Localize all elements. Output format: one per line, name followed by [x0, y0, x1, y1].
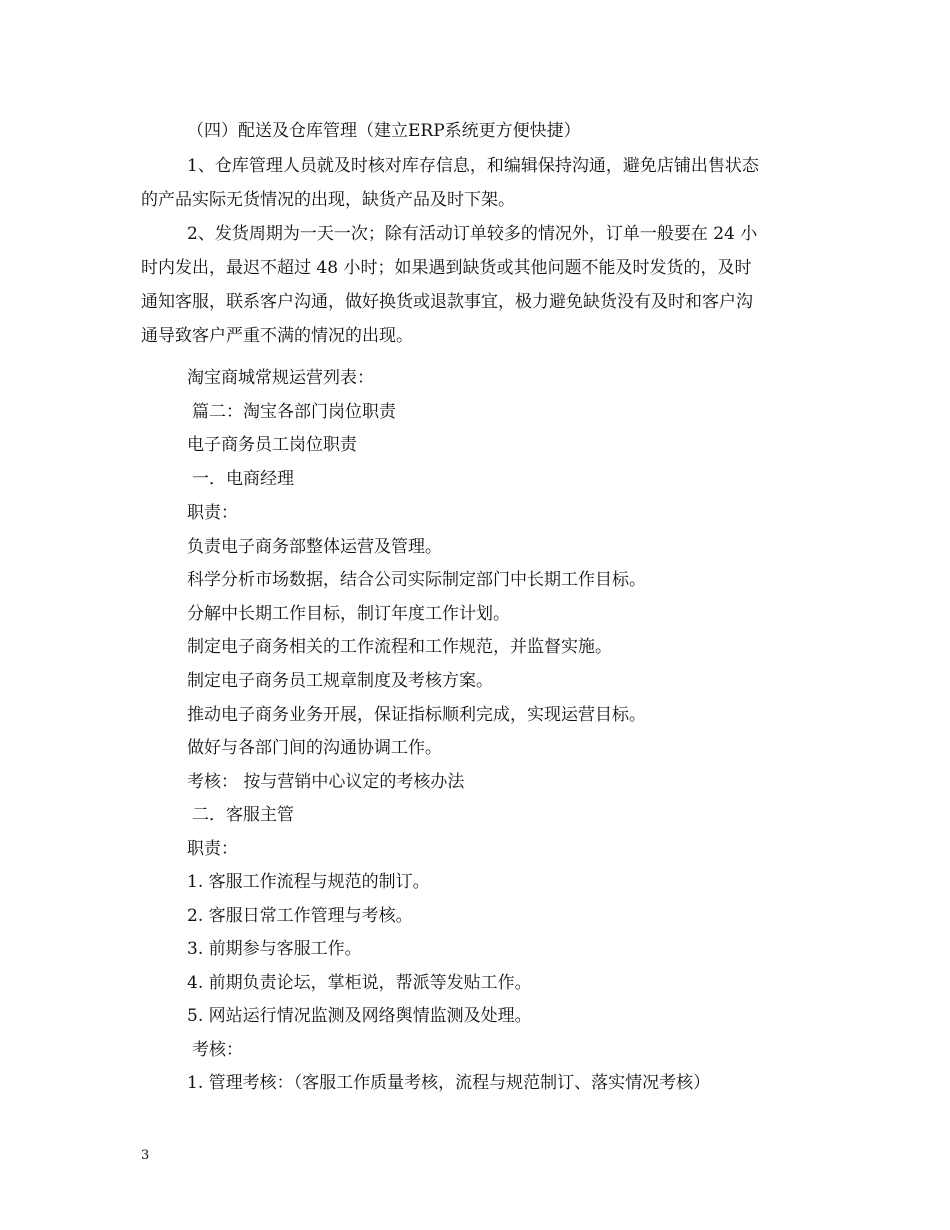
paragraph-line: 通导致客户严重不满的情况的出现。 — [141, 326, 413, 346]
role-heading-ecommerce-manager: 一．电商经理 — [192, 469, 294, 489]
duty-item: 推动电子商务业务开展，保证指标顺利完成，实现运营目标。 — [187, 705, 646, 725]
duty-item: 制定电子商务相关的工作流程和工作规范，并监督实施。 — [187, 637, 612, 657]
duty-item: 做好与各部门间的沟通协调工作。 — [187, 738, 442, 758]
paragraph-line: 时内发出，最迟不超过 48 小时；如果遇到缺货或其他问题不能及时发货的，及时 — [141, 258, 752, 278]
section-heading-delivery-warehouse: （四）配送及仓库管理（建立ERP系统更方便快捷） — [187, 121, 581, 141]
assessment-label: 考核： — [192, 1040, 243, 1060]
numbered-item: 3. 前期参与客服工作。 — [187, 939, 362, 959]
document-subtitle: 电子商务员工岗位职责 — [187, 435, 357, 455]
assessment-line: 考核： 按与营销中心议定的考核办法 — [187, 772, 465, 792]
chapter-heading: 篇二：淘宝各部门岗位职责 — [192, 402, 396, 422]
duty-item: 负责电子商务部整体运营及管理。 — [187, 537, 442, 557]
paragraph-line: 通知客服，联系客户沟通，做好换货或退款事宜，极力避免缺货没有及时和客户沟 — [141, 292, 753, 312]
duties-label: 职责： — [187, 503, 238, 523]
paragraph-line: 1、仓库管理人员就及时核对库存信息，和编辑保持沟通，避免店铺出售状态 — [187, 156, 759, 176]
numbered-item: 1. 管理考核：（客服工作质量考核，流程与规范制订、落实情况考核） — [187, 1073, 711, 1093]
role-heading-customer-service: 二．客服主管 — [192, 805, 294, 825]
numbered-item: 5. 网站运行情况监测及网络舆情监测及处理。 — [187, 1006, 532, 1026]
page-number: 3 — [141, 1148, 150, 1163]
numbered-item: 1. 客服工作流程与规范的制订。 — [187, 872, 430, 892]
paragraph-line: 2、发货周期为一天一次；除有活动订单较多的情况外，订单一般要在 24 小 — [187, 224, 758, 244]
numbered-item: 2. 客服日常工作管理与考核。 — [187, 906, 413, 926]
duties-label: 职责： — [187, 839, 238, 859]
duty-item: 制定电子商务员工规章制度及考核方案。 — [187, 671, 493, 691]
numbered-item: 4. 前期负责论坛，掌柜说，帮派等发贴工作。 — [187, 973, 532, 993]
list-heading: 淘宝商城常规运营列表： — [187, 368, 374, 388]
paragraph-line: 的产品实际无货情况的出现，缺货产品及时下架。 — [141, 190, 515, 210]
duty-item: 科学分析市场数据，结合公司实际制定部门中长期工作目标。 — [187, 570, 646, 590]
duty-item: 分解中长期工作目标，制订年度工作计划。 — [187, 604, 510, 624]
